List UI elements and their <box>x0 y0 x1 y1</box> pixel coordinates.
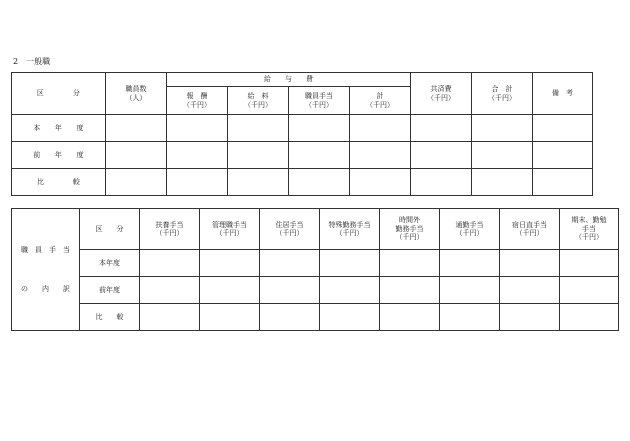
row-label-previous-year: 前年度 <box>80 277 140 304</box>
row-label-previous-year: 前 年 度 <box>12 142 106 169</box>
cell-kimatsu <box>560 277 619 304</box>
cell-staff-count <box>106 142 167 169</box>
table-row <box>12 277 619 304</box>
cell-fuyo <box>140 277 200 304</box>
cell-kimatsu <box>560 304 619 331</box>
kyuryo-header: 給 料 （千円） <box>228 87 289 115</box>
table-row <box>12 115 593 142</box>
cell-kanrishoku <box>200 304 260 331</box>
cell-jikangai <box>380 250 440 277</box>
cell-housyu <box>167 169 228 196</box>
kyosai-header: 共済費 （千円） <box>411 73 472 115</box>
cell-tokushu <box>320 277 380 304</box>
table-row <box>12 304 619 331</box>
kei-header: 計 （千円） <box>350 87 411 115</box>
cell-biko <box>533 115 593 142</box>
cell-kyuryo <box>228 115 289 142</box>
shokuin-teate-header: 職員手当 （千円） <box>289 87 350 115</box>
section-title: 2 一般職 <box>13 57 51 66</box>
cell-shukunichoku <box>500 304 560 331</box>
cell-jukyo <box>260 250 320 277</box>
table-row <box>12 250 619 277</box>
housyu-header: 報 酬 （千円） <box>167 87 228 115</box>
cell-kei <box>350 115 411 142</box>
row-label-comparison: 比 較 <box>80 304 140 331</box>
tsukin-teate-header: 通勤手当 （千円） <box>440 209 500 250</box>
cell-kyosai <box>411 115 472 142</box>
row-label-current-year: 本年度 <box>80 250 140 277</box>
cell-shokuin-teate <box>289 142 350 169</box>
cell-kimatsu <box>560 250 619 277</box>
kubun-header: 区 分 <box>12 73 106 115</box>
shukunichoku-teate-header: 宿日直手当 （千円） <box>500 209 560 250</box>
jikangai-kinmu-teate-header: 時間外 勤務手当 （千円） <box>380 209 440 250</box>
tokushu-kinmu-teate-header: 特殊勤務手当 （千円） <box>320 209 380 250</box>
cell-kyosai <box>411 169 472 196</box>
table-row <box>12 142 593 169</box>
kimatsu-kinben-teate-header: 期末、勤勉 手当 （千円） <box>560 209 619 250</box>
cell-jukyo <box>260 304 320 331</box>
cell-shokuin-teate <box>289 169 350 196</box>
cell-kei <box>350 169 411 196</box>
cell-gokei <box>472 115 533 142</box>
row-label-current-year: 本 年 度 <box>12 115 106 142</box>
allowance-breakdown-table <box>11 208 619 331</box>
cell-staff-count <box>106 169 167 196</box>
cell-kanrishoku <box>200 277 260 304</box>
cell-housyu <box>167 115 228 142</box>
cell-shukunichoku <box>500 277 560 304</box>
cell-tsukin <box>440 277 500 304</box>
cell-shukunichoku <box>500 250 560 277</box>
cell-fuyo <box>140 250 200 277</box>
cell-jikangai <box>380 304 440 331</box>
cell-kyosai <box>411 142 472 169</box>
cell-kei <box>350 142 411 169</box>
cell-gokei <box>472 169 533 196</box>
cell-tsukin <box>440 304 500 331</box>
kubun-header: 区 分 <box>80 209 140 250</box>
kanrishoku-teate-header: 管理職手当 （千円） <box>200 209 260 250</box>
allowance-side-label <box>12 209 80 331</box>
cell-fuyo <box>140 304 200 331</box>
cell-housyu <box>167 142 228 169</box>
gokei-header: 合 計 （千円） <box>472 73 533 115</box>
cell-kyuryo <box>228 169 289 196</box>
table-row <box>12 169 593 196</box>
cell-shokuin-teate <box>289 115 350 142</box>
side-label-line-2: の 内 訳 <box>21 285 70 293</box>
cell-staff-count <box>106 115 167 142</box>
side-label-line-1: 職 員 手 当 <box>21 245 70 254</box>
cell-biko <box>533 142 593 169</box>
cell-biko <box>533 169 593 196</box>
cell-tsukin <box>440 250 500 277</box>
cell-kanrishoku <box>200 250 260 277</box>
cell-gokei <box>472 142 533 169</box>
staff-count-header: 職員数 （人） <box>106 73 167 115</box>
cell-jikangai <box>380 277 440 304</box>
cell-tokushu <box>320 250 380 277</box>
row-label-comparison: 比 較 <box>12 169 106 196</box>
cell-jukyo <box>260 277 320 304</box>
cell-tokushu <box>320 304 380 331</box>
cell-kyuryo <box>228 142 289 169</box>
salary-group-header: 給 与 費 <box>167 73 411 87</box>
fuyo-teate-header: 扶養手当 （千円） <box>140 209 200 250</box>
salary-table <box>11 72 593 196</box>
biko-header: 備 考 <box>533 73 593 115</box>
jukyo-teate-header: 住居手当 （千円） <box>260 209 320 250</box>
